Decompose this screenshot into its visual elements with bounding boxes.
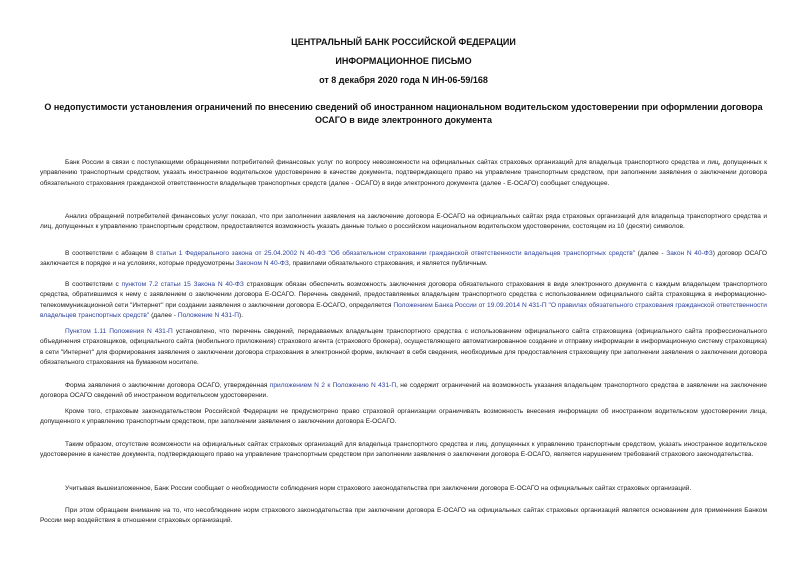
paragraph-3: [40, 249, 767, 270]
paragraph-10: При этом обращаем внимание на то, что несоблюдение норм страхового законодательства при заключении договора Е-ОСАГО на официальных сайтах страховых организаций является основанием для применения Банком России мер воздействия в отношении страховых организаций.: [40, 507, 767, 525]
link-regulation-431p-short[interactable]: Положение N 431-П: [177, 312, 240, 320]
paragraph-9: Учитывая вышеизложенное, Банк России сообщает о необходимости соблюдения норм страхового законодательства при заключении договора Е-ОСАГО на официальных сайтах страховых организаций.: [65, 485, 692, 492]
link-clause-7-2-article-15[interactable]: пунктом 7.2 статьи 15 Закона N 40-ФЗ: [121, 281, 244, 288]
paragraph-5: [40, 327, 767, 369]
issuer-heading: ЦЕНТРАЛЬНЫЙ БАНК РОССИЙСКОЙ ФЕДЕРАЦИИ: [291, 37, 516, 47]
paragraph-4: [40, 280, 767, 322]
document-title: О недопустимости установления ограничений по внесению сведений об иностранном национальном водительском удостоверении при оформлении договора ОСАГО в виде электронного документа: [44, 102, 763, 125]
paragraph-3-text: (далее -: [635, 250, 667, 257]
paragraph-6-text: Форма заявления о заключении договора ОСАГО, утвержденная: [65, 382, 270, 389]
paragraph-6: [40, 381, 767, 402]
paragraph-1: Банк России в связи с поступающими обращениями потребителей финансовых услуг по вопросу невозможности на официальных сайтах страховых организаций для владельца транспортного средства и лиц, допущенных к управлению транспортным средством, указать иностранное водительское удостоверение в качестве документа, подтверждающего право на управление транспортным средством, при заполнении заявления о заключении договора обязательного страхования гражданской ответственности владельцев транспортных средств (далее - ОСАГО) в виде электронного документа (далее - Е-ОСАГО) сообщает следующее.: [40, 159, 767, 187]
paragraph-8: Таким образом, отсутствие возможности на официальных сайтах страховых организаций для владельца транспортного средства и лиц, допущенных к управлению транспортным средством, указать иностранное водительское удостоверение в качестве документа, подтверждающего право на управление транспортным средством при заполнении заявления о заключении договора Е-ОСАГО, является нарушением требований страхового законодательства.: [40, 441, 767, 459]
paragraph-3-text: ) договор ОСАГО заключается в порядке и на условиях, которые предусмотрены: [40, 250, 767, 268]
paragraph-3-text: , правилами обязательного страхования, и является публичным.: [288, 260, 488, 268]
paragraph-5-text: установлено, что перечень сведений, передаваемых владельцем транспортного средства с использованием официального сайта страховщика (официального сайта профессионального объединения страховщиков, официального сайта (мобильного приложения) страхового агента (страхового брокера), осуществляющего автоматизированное создание и отправку информации в информационную систему страховщика) в сети "Интернет" для формирования заявления о заключении договора страхования в электронной форме, включает в себя сведения, необходимые для предоставления страховщику при заполнении заявления о заключении договора обязательного страхования на бумажном носителе.: [40, 328, 768, 367]
link-clause-1-11-regulation-431p[interactable]: Пунктом 1.11 Положения N 431-П: [65, 328, 173, 335]
link-law-40fz-2[interactable]: Законом N 40-ФЗ: [235, 260, 289, 268]
link-law-40fz[interactable]: Закон N 40-ФЗ: [666, 250, 713, 257]
document-date-number: от 8 декабря 2020 года N ИН-06-59/168: [319, 75, 488, 85]
link-regulation-431p[interactable]: Положением Банка России от 19.09.2014 N 431-П "О правилах обязательного страхования гражданской ответственности владельцев транспортных средств": [40, 301, 767, 320]
paragraph-7: Кроме того, страховым законодательством Российской Федерации не предусмотрено право страховой организации ограничивать возможность внесения информации об иностранном водительском удостоверении лица, допущенного к управлению транспортным средством, при заполнении заявления о заключении договора Е-ОСАГО.: [40, 408, 767, 426]
paragraph-4-text: ).: [239, 312, 244, 320]
link-appendix-2-regulation-431p[interactable]: приложением N 2 к Положению N 431-П: [269, 382, 397, 389]
document-type-heading: ИНФОРМАЦИОННОЕ ПИСЬМО: [335, 56, 472, 66]
link-article-1-law-40fz[interactable]: статьи 1 Федерального закона от 25.04.2002 N 40-ФЗ "Об обязательном страховании гражданской ответственности владельцев транспортных средств": [156, 250, 636, 257]
paragraph-4-text: (далее -: [149, 312, 178, 320]
paragraph-4-text: страховщик обязан обеспечить возможность заключения договора обязательного страхования в виде электронного документа с каждым владельцем транспортного средства, обратившимся к нему с заявлением о заключении договора Е-ОСАГО. Перечень сведений, предоставляемых владельцем транспортного средства с использованием официального сайта страховщика в информационно-телекоммуникационной сети "Интернет" при создании заявления о заключении договора Е-ОСАГО, определяется: [40, 281, 768, 309]
paragraph-2: Анализ обращений потребителей финансовых услуг показал, что при заполнении заявления на заключение договора Е-ОСАГО на официальных сайтах ряда страховых организаций для владельца транспортного средства и лиц, допущенных к управлению транспортным средством, предоставляется возможность указать данные только о российском национальном водительском удостоверении, состоящем из 10 (десяти) символов.: [40, 213, 767, 231]
paragraph-3-text: В соответствии с абзацем 8: [65, 250, 157, 257]
paragraph-6-text: , не содержит ограничений на возможность указания владельцем транспортного средства в заявлении на заключение договора ОСАГО сведений об иностранном водительском удостоверении.: [40, 382, 767, 400]
paragraph-4-text: В соответствии с: [65, 281, 122, 288]
